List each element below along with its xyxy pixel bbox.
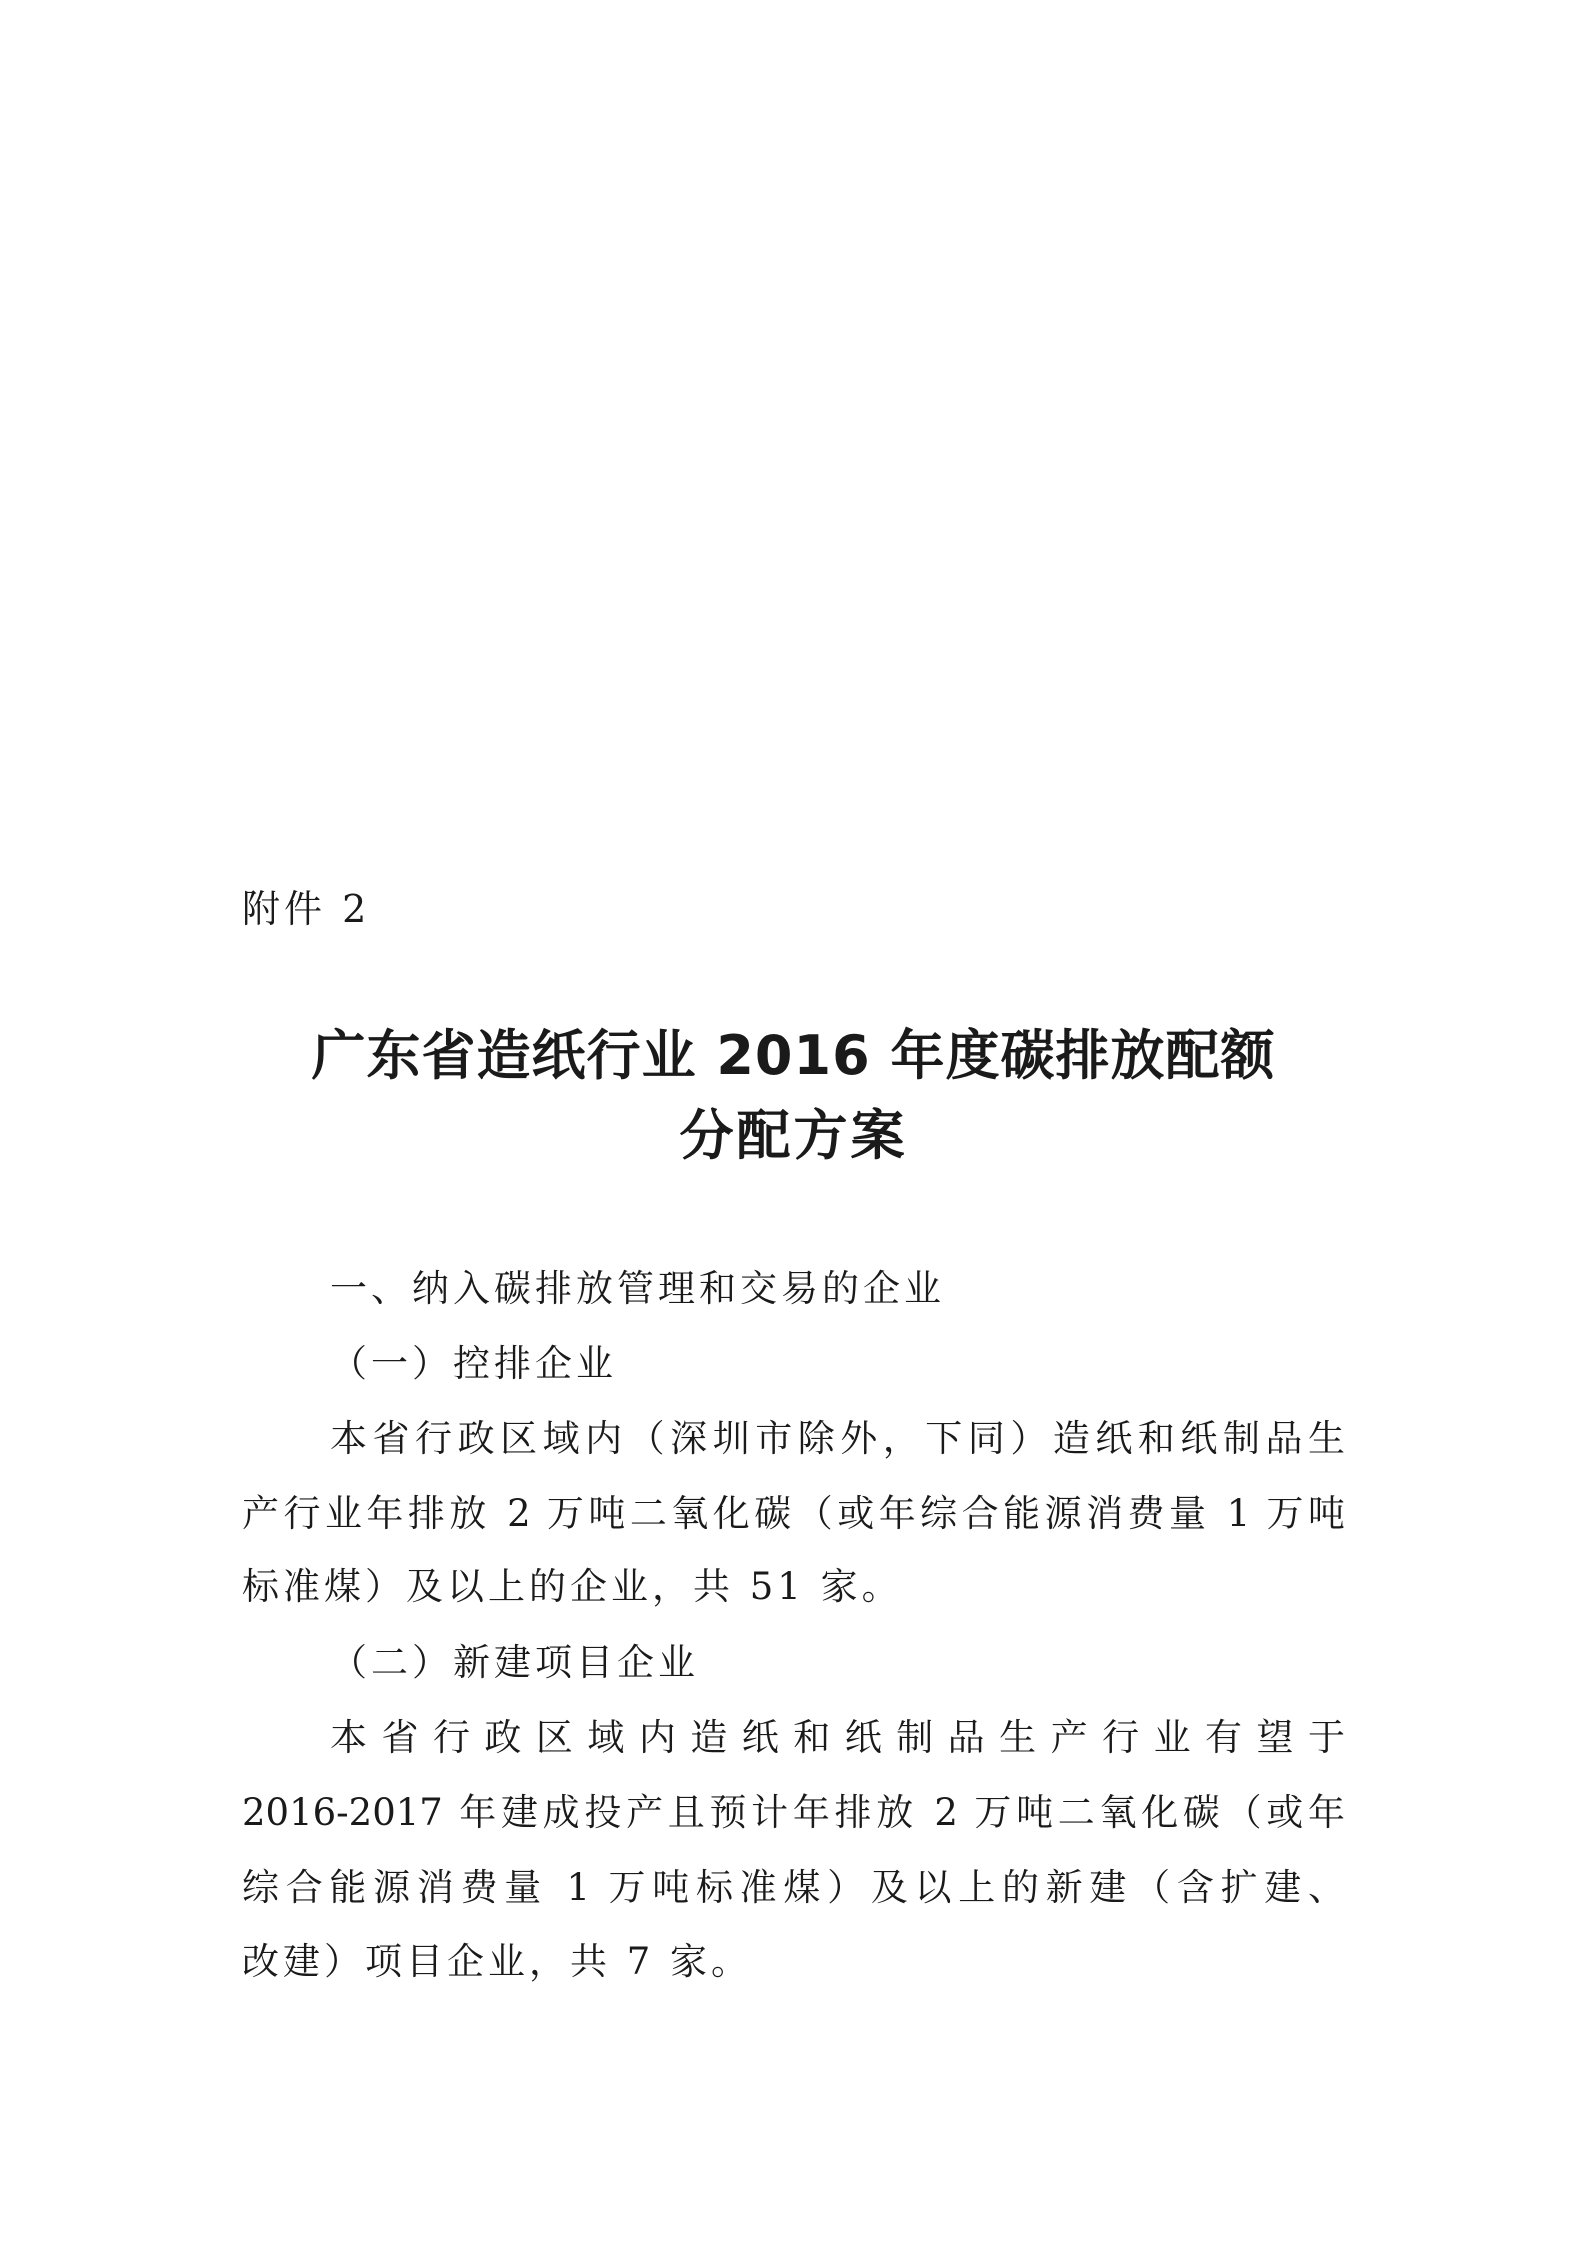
paragraph-line: 标准煤）及以上的企业，共 51 家。: [242, 1565, 903, 1608]
paragraph-line: 改建）项目企业，共 7 家。: [242, 1940, 753, 1983]
paragraph-line: 综合能源消费量 1 万吨标准煤）及以上的新建（含扩建、: [242, 1866, 1345, 1909]
document-title-line-2: 分配方案: [679, 1104, 908, 1167]
subsection-heading-2: （二）新建项目企业: [330, 1641, 699, 1684]
paragraph-line: 2016-2017 年建成投产且预计年排放 2 万吨二氧化碳（或年: [242, 1791, 1345, 1834]
paragraph-line: 本省行政区域内（深圳市除外，下同）造纸和纸制品生: [330, 1417, 1345, 1460]
attachment-label: 附件 2: [242, 887, 371, 931]
subsection-heading-1: （一）控排企业: [330, 1342, 617, 1385]
paragraph-line: 产行业年排放 2 万吨二氧化碳（或年综合能源消费量 1 万吨: [242, 1492, 1345, 1535]
paragraph-line: 本省行政区域内造纸和纸制品生产行业有望于: [330, 1716, 1345, 1759]
document-title-line-1: 广东省造纸行业 2016 年度碳排放配额: [311, 1024, 1276, 1087]
section-heading-1: 一、纳入碳排放管理和交易的企业: [330, 1267, 945, 1310]
